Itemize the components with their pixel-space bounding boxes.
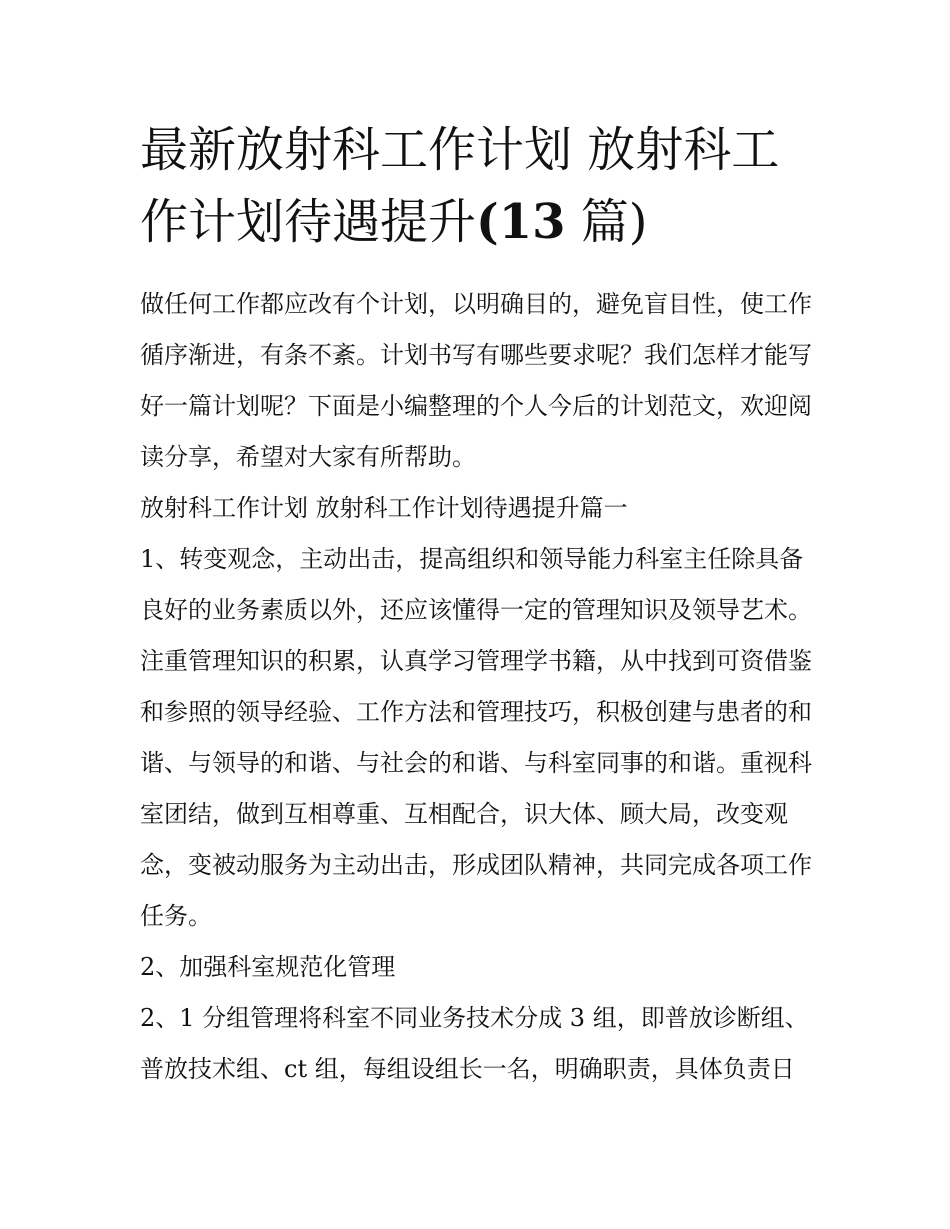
title-count: (13: [476, 194, 566, 250]
item-1-paragraph: 1、转变观念，主动出击，提高组织和领导能力科室主任除具备良好的业务素质以外，还应该懂得一定的管理知识及领导艺术。注重管理知识的积累，认真学习管理学书籍，从中找到可资借鉴和参照的领导经验、工作方法和管理技巧，积极创建与患者的和谐、与领导的和谐、与社会的和谐、与科室同事的和谐。重视科室团结，做到互相尊重、互相配合，识大体、顾大局，改变观念，变被动服务为主动出击，形成团队精神，共同完成各项工作任务。: [140, 545, 812, 930]
intro-paragraph: 做任何工作都应改有个计划，以明确目的，避免盲目性，使工作循序渐进，有条不紊。计划书写有哪些要求呢？我们怎样才能写好一篇计划呢？下面是小编整理的个人今后的计划范文，欢迎阅读分享，希望对大家有所帮助。: [140, 290, 812, 471]
section-heading: 放射科工作计划 放射科工作计划待遇提升篇一: [140, 494, 628, 522]
title-text: 最新放射科工作计划 放射科工作计划待遇提升: [140, 122, 780, 250]
item-2-1-paragraph: 2、1 分组管理将科室不同业务技术分成 3 组，即普放诊断组、普放技术组、ct 组，每组设组长一名，明确职责，具体负责日: [140, 1004, 809, 1083]
item-2-heading: 2、加强科室规范化管理: [140, 953, 396, 981]
title-suffix: 篇): [565, 194, 648, 250]
document-body: [140, 279, 820, 1095]
document-title: [140, 114, 820, 258]
